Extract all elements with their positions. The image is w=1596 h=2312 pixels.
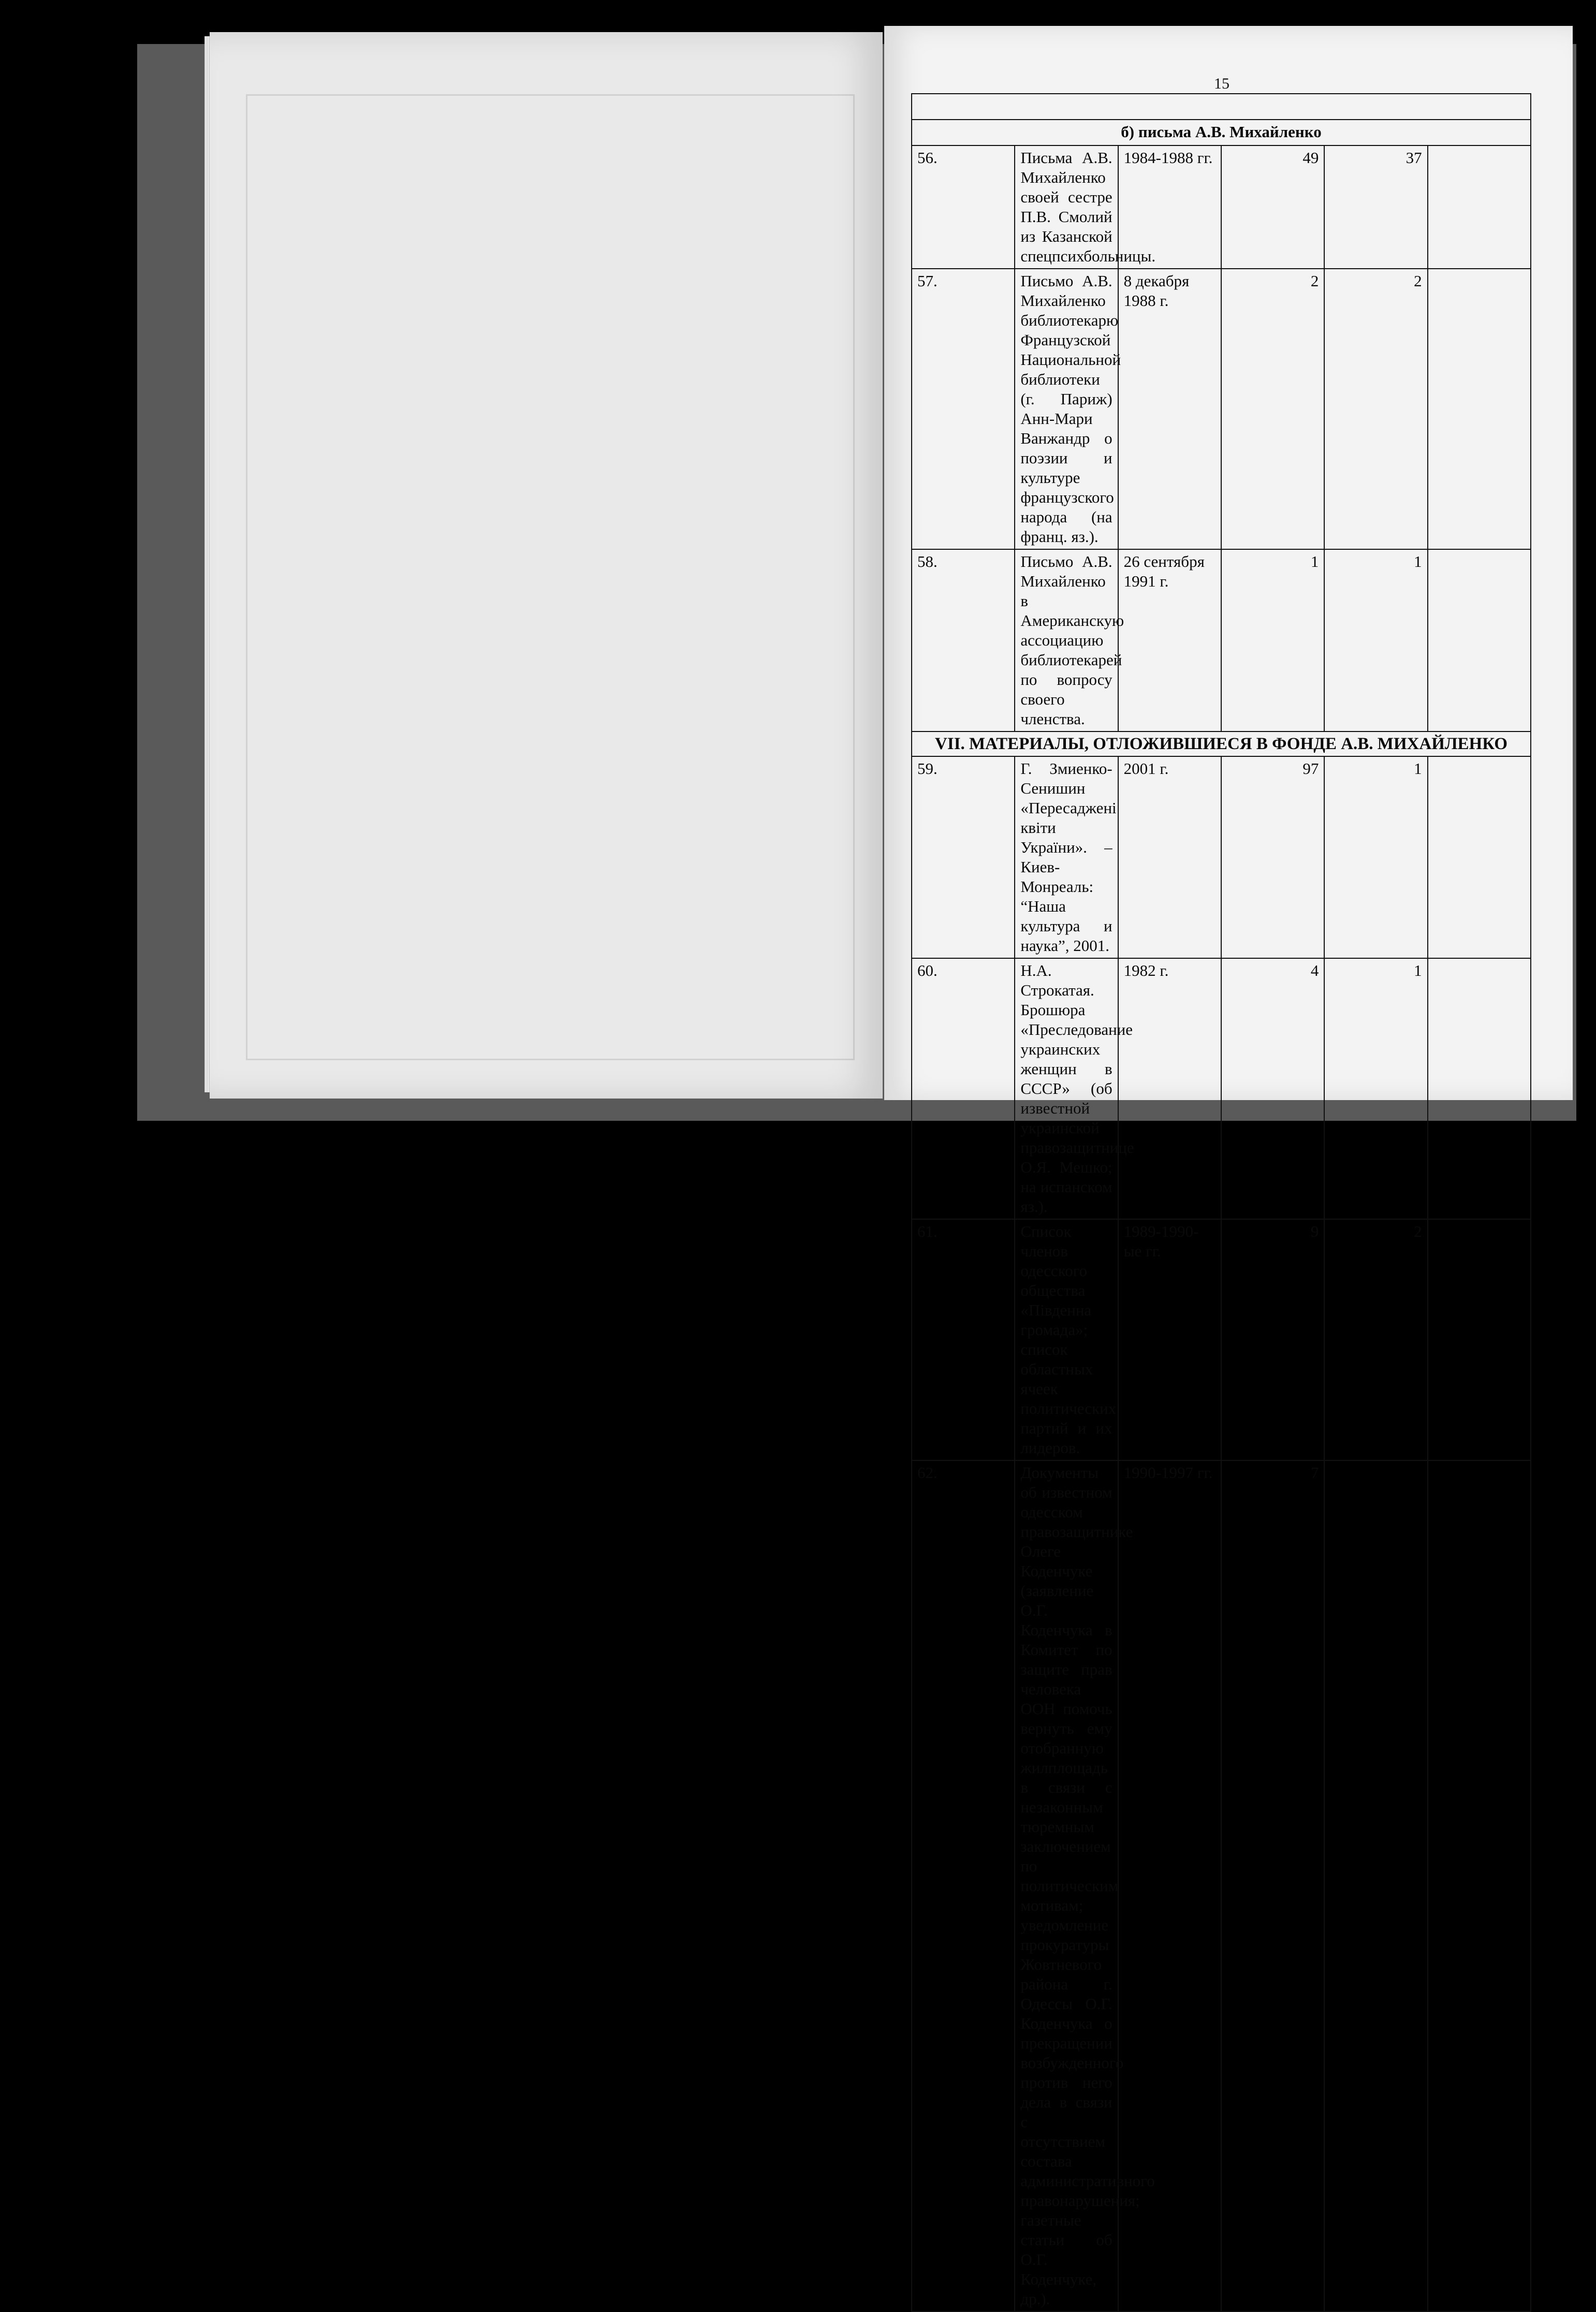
item-sheets: 49 — [1221, 145, 1324, 269]
table-row — [912, 1460, 1531, 2311]
item-copies: 37 — [1324, 145, 1427, 269]
item-number: 58. — [912, 549, 1015, 731]
item-title: Н.А. Строкатая. Брошюра «Преследование украинских женщин в СССР» (об известной украинской правозащитнице О.Я. Мешко; на испанском яз.). — [1015, 958, 1118, 1219]
item-sheets: 1 — [1221, 549, 1324, 731]
table-row — [912, 269, 1531, 549]
table-top-row — [912, 94, 1531, 120]
item-number: 57. — [912, 269, 1015, 549]
item-extra — [1428, 756, 1531, 958]
item-sheets: 9 — [1221, 1219, 1324, 1460]
subsection-row — [912, 120, 1531, 145]
item-extra — [1428, 269, 1531, 549]
item-extra — [1428, 1219, 1531, 1460]
item-title: Письмо А.В. Михайленко в Американскую ассоциацию библиотекарей по вопросу своего членства. — [1015, 549, 1118, 731]
item-extra — [1428, 1460, 1531, 2311]
left-page-verso — [210, 32, 883, 1099]
item-title: Письма А.В. Михайленко своей сестре П.В. Смолий из Казанской спецпсихбольницы. — [1015, 145, 1118, 269]
item-copies: 2 — [1324, 269, 1427, 549]
item-number: 60. — [912, 958, 1015, 1219]
item-copies: 1 — [1324, 756, 1427, 958]
table-row — [912, 756, 1531, 958]
item-sheets: 4 — [1221, 958, 1324, 1219]
item-date: 8 декабря 1988 г. — [1118, 269, 1221, 549]
item-date: 1982 г. — [1118, 958, 1221, 1219]
item-number: 59. — [912, 756, 1015, 958]
archive-inventory-table — [911, 93, 1531, 2312]
page-number: 15 — [1214, 75, 1229, 92]
item-sheets: 7 — [1221, 1460, 1324, 2311]
section-row — [912, 731, 1531, 756]
table-row — [912, 1219, 1531, 1460]
item-title: Письмо А.В. Михайленко библиотекарю Французской Национальной библиотеки (г. Париж) Анн-Мари Ванжандр о поэзии и культуре французского народа (на франц. яз.). — [1015, 269, 1118, 549]
item-copies: 1 — [1324, 958, 1427, 1219]
item-title: Г. Змиенко-Сенишин «Пересаджені квіти України». – Киев-Монреаль: “Наша культура и наука”, 2001. — [1015, 756, 1118, 958]
item-date: 1990-1997 гг. — [1118, 1460, 1221, 2311]
section-title: VII. МАТЕРИАЛЫ, ОТЛОЖИВШИЕСЯ В ФОНДЕ А.В. МИХАЙЛЕНКО — [912, 731, 1531, 756]
empty-cell — [912, 94, 1531, 120]
show-through-table — [246, 94, 855, 1060]
item-copies: 1 — [1324, 549, 1427, 731]
table-row — [912, 549, 1531, 731]
item-date: 26 сентября 1991 г. — [1118, 549, 1221, 731]
item-date: 1984-1988 гг. — [1118, 145, 1221, 269]
item-title: Документы об известном одесском правозащитнике Олеге Коденчуке (заявление О.Г. Коденчука в Комитет по защите прав человека ООН помочь вернуть ему отобранную жилплощадь в связи с незаконным тюремным заключением по политическим мотивам; уведомление прокуратуры Жовтневого района г. Одессы О.Г. Коденчука о прекращении возбужденного против него дела в связи с отсутствием состава административного правонарушения; газетные статьи об О.Г. Коденчуке, др.). — [1015, 1460, 1118, 2311]
item-extra — [1428, 958, 1531, 1219]
item-sheets: 97 — [1221, 756, 1324, 958]
item-extra — [1428, 145, 1531, 269]
item-date: 2001 г. — [1118, 756, 1221, 958]
item-extra — [1428, 549, 1531, 731]
item-copies: 2 — [1324, 1219, 1427, 1460]
item-number: 62. — [912, 1460, 1015, 2311]
item-title: Список членов одесского общества «Південна громада»; список областных ячеек политических партий и их лидеров. — [1015, 1219, 1118, 1460]
table-row — [912, 958, 1531, 1219]
item-date: 1989-1990-ые гг. — [1118, 1219, 1221, 1460]
item-number: 56. — [912, 145, 1015, 269]
subsection-title: б) письма А.В. Михайленко — [912, 120, 1531, 145]
item-sheets: 2 — [1221, 269, 1324, 549]
item-copies — [1324, 1460, 1427, 2311]
item-number: 61. — [912, 1219, 1015, 1460]
table-row — [912, 145, 1531, 269]
